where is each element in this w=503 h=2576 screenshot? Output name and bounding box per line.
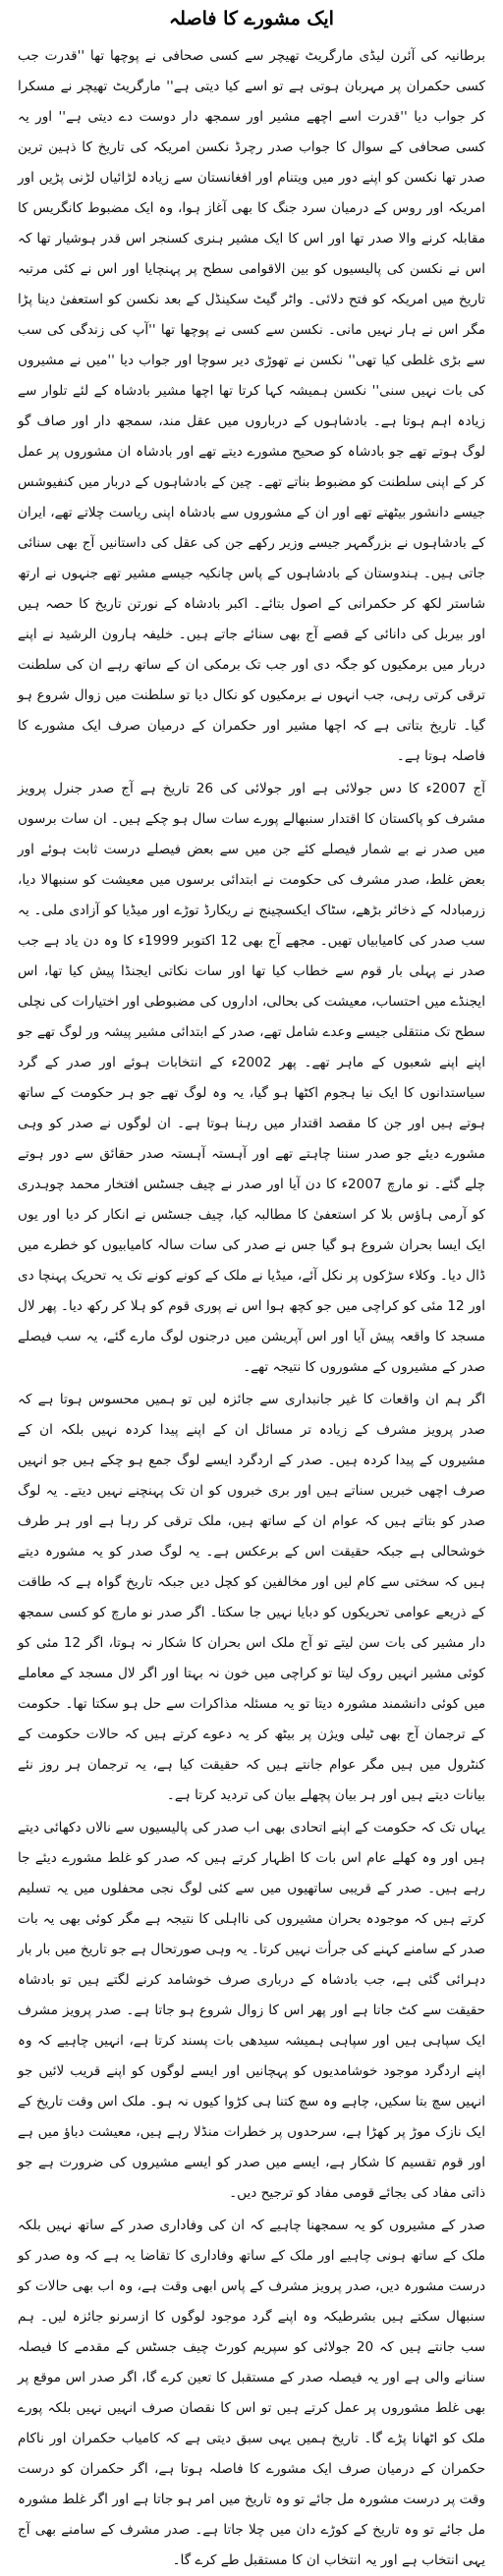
article-paragraph-3: اگر ہم ان واقعات کا غیر جانبداری سے جائزہ لیں تو ہمیں محسوس ہوتا ہے کہ صدر پرویز مشرف کے زیادہ تر مسائل ان کے اپنے پیدا کردہ نہیں بلکہ ان کے مشیروں کے پیدا کردہ ہیں۔ صدر کے اردگرد ایسے لوگ جمع ہو چکے ہیں جو انہیں صرف اچھی خبریں سناتے ہیں اور بری خبروں کو ان تک پہنچنے نہیں دیتے۔ یہ لوگ صدر کو بتاتے ہیں کہ عوام ان کے ساتھ ہیں، ملک ترقی کر رہا ہے اور ہر طرف خوشحالی ہے جبکہ حقیقت اس کے برعکس ہے۔ یہ لوگ صدر کو یہ مشورہ دیتے ہیں کہ سختی سے کام لیں اور مخالفین کو کچل دیں جبکہ تاریخ گواہ ہے کہ طاقت کے ذریعے عوامی تحریکوں کو دبایا نہیں جا سکتا۔ اگر صدر نو مارچ کو کسی سمجھ دار مشیر کی بات سن لیتے تو آج ملک اس بحران کا شکار نہ ہوتا، اگر 12 مئی کو کوئی مشیر انہیں روک لیتا تو کراچی میں خون نہ بہتا اور اگر لال مسجد کے معاملے میں کوئی دانشمند مشورہ دیتا تو یہ مسئلہ مذاکرات سے حل ہو سکتا تھا۔ حکومت کے ترجمان آج بھی ٹیلی ویژن پر بیٹھ کر یہ دعوے کرتے ہیں کہ حالات حکومت کے کنٹرول میں ہیں مگر عوام جانتے ہیں کہ حقیقت کیا ہے، یہ ترجمان ہر روز نئے بیانات دیتے ہیں اور ہر بیان پچھلے بیان کی تردید کرتا ہے۔ [18,1392,485,1803]
article-paragraph-4: یہاں تک کہ حکومت کے اپنے اتحادی بھی اب صدر کی پالیسیوں سے نالاں دکھائی دیتے ہیں اور وہ کھلے عام اس بات کا اظہار کرتے ہیں کہ صدر کو غلط مشورے دیئے جا رہے ہیں۔ صدر کے قریبی ساتھیوں میں سے کئی لوگ نجی محفلوں میں یہ تسلیم کرتے ہیں کہ موجودہ بحران مشیروں کی نااہلی کا نتیجہ ہے مگر کوئی بھی یہ بات صدر کے سامنے کہنے کی جرأت نہیں کرتا۔ یہ وہی صورتحال ہے جو تاریخ میں بار بار دہرائی گئی ہے، جب بادشاہ کے درباری صرف خوشامد کرنے لگتے ہیں تو بادشاہ حقیقت سے کٹ جاتا ہے اور پھر اس کا زوال شروع ہو جاتا ہے۔ صدر پرویز مشرف ایک سپاہی ہیں اور سپاہی ہمیشہ سیدھی بات پسند کرتا ہے، انہیں چاہیے کہ وہ اپنے اردگرد موجود خوشامدیوں کو پہچانیں اور ایسے لوگوں کو اپنے قریب لائیں جو انہیں سچ بتا سکیں، چاہے وہ سچ کتنا ہی کڑوا کیوں نہ ہو۔ ملک اس وقت تاریخ کے ایک نازک موڑ پر کھڑا ہے، سرحدوں پر خطرات منڈلا رہے ہیں، معیشت دباؤ میں ہے اور قوم تقسیم کا شکار ہے، ایسے میں صدر کو ایسے مشیروں کی ضرورت ہے جو ذاتی مفاد کی بجائے قومی مفاد کو ترجیح دیں۔ [18,1820,485,2201]
article-paragraph-5: صدر کے مشیروں کو یہ سمجھنا چاہیے کہ ان کی وفاداری صدر کے ساتھ نہیں بلکہ ملک کے ساتھ ہونی چاہیے اور ملک کے ساتھ وفاداری کا تقاضا یہ ہے کہ وہ صدر کو درست مشورہ دیں، صدر پرویز مشرف کے پاس ابھی وقت ہے، وہ اب بھی حالات کو سنبھال سکتے ہیں بشرطیکہ وہ اپنے گرد موجود لوگوں کا ازسرنو جائزہ لیں۔ ہم سب جانتے ہیں کہ 20 جولائی کو سپریم کورٹ چیف جسٹس کے مقدمے کا فیصلہ سنانے والی ہے اور یہ فیصلہ صدر کے مستقبل کا تعین کرے گا، اگر صدر اس موقع پر بھی غلط مشوروں پر عمل کرتے ہیں تو اس کا نقصان صرف انہیں نہیں بلکہ پورے ملک کو اٹھانا پڑے گا۔ تاریخ ہمیں یہی سبق دیتی ہے کہ کامیاب حکمران اور ناکام حکمران کے درمیان صرف ایک مشورے کا فاصلہ ہوتا ہے، اگر حکمران کو درست وقت پر درست مشورہ مل جائے تو وہ تاریخ میں امر ہو جاتا ہے اور اگر غلط مشورہ مل جائے تو وہ تاریخ کے کوڑے دان میں چلا جاتا ہے۔ صدر مشرف کے سامنے بھی آج یہی انتخاب ہے اور یہ انتخاب ان کا مستقبل طے کرے گا۔ [18,2218,485,2568]
article-paragraph-2: آج 2007ء کا دس جولائی ہے اور جولائی کی 26 تاریخ ہے آج صدر جنرل پرویز مشرف کو پاکستان کا اقتدار سنبھالے پورے سات سال ہو چکے ہیں۔ ان سات برسوں میں صدر نے بے شمار فیصلے کئے جن میں سے بعض فیصلے درست ثابت ہوئے اور بعض غلط، صدر مشرف کی حکومت نے ابتدائی برسوں میں معیشت کو سنبھالا دیا، زرمبادلہ کے ذخائر بڑھے، سٹاک ایکسچینج نے ریکارڈ توڑے اور میڈیا کو آزادی ملی۔ یہ سب صدر کی کامیابیاں تھیں۔ مجھے آج بھی 12 اکتوبر 1999ء کا وہ دن یاد ہے جب صدر نے پہلی بار قوم سے خطاب کیا تھا اور سات نکاتی ایجنڈا پیش کیا تھا، اس ایجنڈے میں احتساب، معیشت کی بحالی، اداروں کی مضبوطی اور اختیارات کی نچلی سطح تک منتقلی جیسے وعدے شامل تھے، صدر کے ابتدائی مشیر پیشہ ور لوگ تھے جو اپنے اپنے شعبوں کے ماہر تھے۔ پھر 2002ء کے انتخابات ہوئے اور صدر کے گرد سیاستدانوں کا ایک نیا ہجوم اکٹھا ہو گیا، یہ وہ لوگ تھے جو ہر حکومت کے ساتھ ہوتے ہیں اور جن کا مقصد اقتدار میں رہنا ہوتا ہے۔ ان لوگوں نے صدر کو وہی مشورے دیئے جو صدر سننا چاہتے تھے اور آہستہ آہستہ صدر حقائق سے دور ہوتے چلے گئے۔ نو مارچ 2007ء کا دن آیا اور صدر نے چیف جسٹس افتخار محمد چوہدری کو آرمی ہاؤس بلا کر استعفیٰ کا مطالبہ کیا، چیف جسٹس نے انکار کر دیا اور یوں ایک ایسا بحران شروع ہو گیا جس نے صدر کی سات سالہ کامیابیوں کو خطرے میں ڈال دیا۔ وکلاء سڑکوں پر نکل آئے، میڈیا نے ملک کے کونے کونے تک یہ تحریک پہنچا دی اور 12 مئی کو کراچی میں جو کچھ ہوا اس نے پوری قوم کو ہلا کر رکھ دیا۔ پھر لال مسجد کا واقعہ پیش آیا اور اس آپریشن میں درجنوں لوگ مارے گئے، یہ سب فیصلے صدر کے مشیروں کے مشوروں کا نتیجہ تھے۔ [18,781,485,1375]
article-paragraph-1: برطانیہ کی آئرن لیڈی مارگریٹ تھیچر سے کسی صحافی نے پوچھا تھا ''قدرت جب کسی حکمران پر مہربان ہوتی ہے تو اسے کیا دیتی ہے'' مارگریٹ تھیچر نے مسکرا کر جواب دیا ''قدرت اسے اچھے مشیر اور سمجھ دار دوست دے دیتی ہے'' اور یہ کسی صحافی کے سوال کا جواب صدر رچرڈ نکسن امریکہ کی تاریخ کا ذہین ترین صدر تھا نکسن کو اپنے دور میں ویتنام اور افغانستان سے زیادہ لڑائیاں لڑنی پڑیں اور امریکہ اور روس کے درمیان سرد جنگ کا بھی آغاز ہوا، وہ ایک مضبوط کانگریس کا مقابلہ کرنے والا صدر تھا اور اس کا ایک مشیر ہنری کسنجر اس قدر ہوشیار تھا کہ اس نے نکسن کی پالیسیوں کو بین الاقوامی سطح پر پہنچایا اور اس نے کئی مرتبہ تاریخ میں امریکہ کو فتح دلائی۔ واٹر گیٹ سکینڈل کے بعد نکسن کو استعفیٰ دینا پڑا مگر اس نے ہار نہیں مانی۔ نکسن سے کسی نے پوچھا تھا ''آپ کی زندگی کی سب سے بڑی غلطی کیا تھی'' نکسن نے تھوڑی دیر سوچا اور جواب دیا ''میں نے مشیروں کی بات نہیں سنی'' نکسن ہمیشہ کہا کرتا تھا اچھا مشیر بادشاہ کے لئے تلوار سے زیادہ اہم ہوتا ہے۔ بادشاہوں کے درباروں میں عقل مند، سمجھ دار اور صاف گو لوگ ہوتے تھے جو بادشاہ کو صحیح مشورے دیتے تھے اور بادشاہ ان مشوروں پر عمل کر کے اپنی سلطنت کو مضبوط بناتے تھے۔ چین کے بادشاہوں کے دربار میں کنفیوشس جیسے دانشور بیٹھتے تھے اور ان کے مشوروں سے بادشاہ اپنی ریاست چلاتے تھے، ایران کے بادشاہوں نے بزرگمہر جیسے وزیر رکھے جن کی عقل کی داستانیں آج بھی سنائی جاتی ہیں۔ ہندوستان کے بادشاہوں کے پاس چانکیہ جیسے مشیر تھے جنہوں نے ارتھ شاستر لکھ کر حکمرانی کے اصول بتائے۔ اکبر بادشاہ کے نورتن تاریخ کا حصہ ہیں اور بیربل کی دانائی کے قصے آج بھی سنائے جاتے ہیں۔ خلیفہ ہارون الرشید نے اپنے دربار میں برمکیوں کو جگہ دی اور جب تک برمکی ان کے ساتھ رہے ان کی سلطنت ترقی کرتی رہی، جب انہوں نے برمکیوں کو نکال دیا تو سلطنت میں زوال شروع ہو گیا۔ تاریخ بتاتی ہے کہ اچھا مشیر اور حکمران کے درمیان صرف ایک مشورے کا فاصلہ ہوتا ہے۔ [18,48,485,764]
article-title: ایک مشورے کا فاصلہ [169,8,334,29]
